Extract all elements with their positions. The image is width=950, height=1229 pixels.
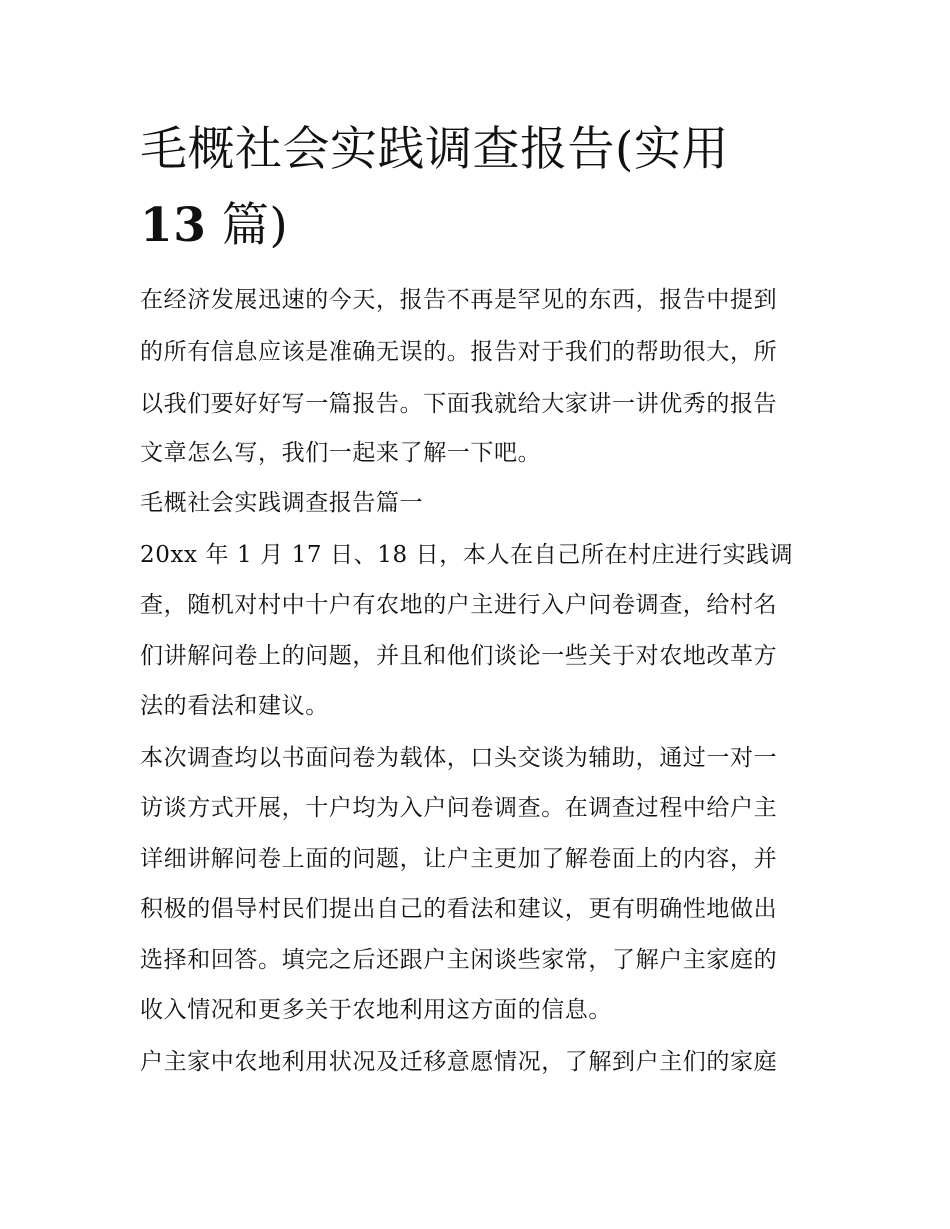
title-number: 13 bbox=[140, 198, 207, 253]
paragraph-line: 户主家中农地利用状况及迁移意愿情况，了解到户主们的家庭 bbox=[140, 1049, 778, 1075]
section-heading: 毛概社会实践调查报告篇一 bbox=[140, 490, 424, 516]
title-line-2: 篇) bbox=[221, 198, 289, 253]
paragraph-line: 的所有信息应该是准确无误的。报告对于我们的帮助很大，所 bbox=[140, 339, 778, 365]
paragraph-line: 积极的倡导村民们提出自己的看法和建议，更有明确性地做出 bbox=[140, 896, 778, 922]
paragraph-line: 选择和回答。填完之后还跟户主闲谈些家常，了解户主家庭的 bbox=[140, 947, 778, 973]
paragraph-line: 查，随机对村中十户有农地的户主进行入户问卷调查，给村名 bbox=[140, 592, 778, 618]
paragraph-line: 详细讲解问卷上面的问题，让户主更加了解卷面上的内容，并 bbox=[140, 846, 778, 872]
paragraph-line: 们讲解问卷上的问题，并且和他们谈论一些关于对农地改革方 bbox=[140, 643, 778, 669]
paragraph-line: 以我们要好好写一篇报告。下面我就给大家讲一讲优秀的报告 bbox=[140, 391, 778, 417]
paragraph-line: 文章怎么写，我们一起来了解一下吧。 bbox=[140, 440, 542, 466]
paragraph-line: 20xx 年 1 月 17 日、18 日，本人在自己所在村庄进行实践调 bbox=[140, 542, 794, 568]
paragraph-line: 在经济发展迅速的今天，报告不再是罕见的东西，报告中提到 bbox=[140, 287, 778, 313]
title-line-1: 毛概社会实践调查报告(实用 bbox=[140, 122, 729, 177]
paragraph-line: 访谈方式开展，十户均为入户问卷调查。在调查过程中给户主 bbox=[140, 795, 778, 821]
paragraph-line: 收入情况和更多关于农地利用这方面的信息。 bbox=[140, 997, 612, 1023]
paragraph-line: 本次调查均以书面问卷为载体，口头交谈为辅助，通过一对一 bbox=[140, 745, 778, 771]
paragraph-line: 法的看法和建议。 bbox=[140, 693, 329, 719]
document-title bbox=[140, 112, 830, 264]
